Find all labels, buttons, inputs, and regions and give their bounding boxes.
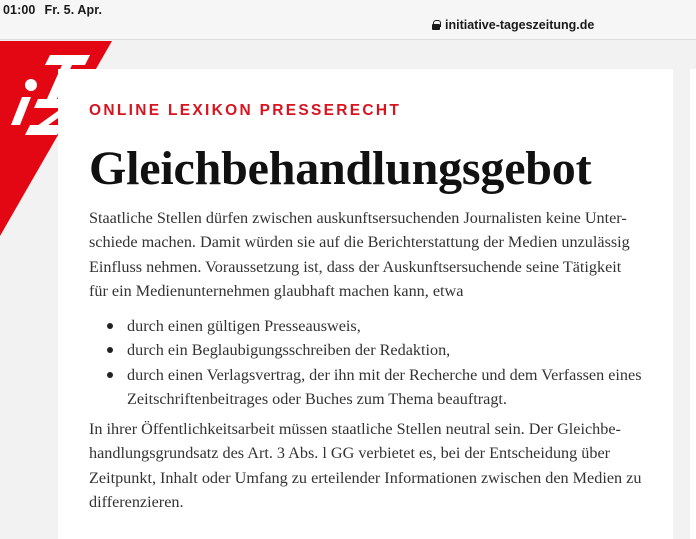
list-item: [105, 314, 650, 338]
lock-icon: [432, 20, 440, 30]
article-title: Gleichbehandlungsgebot: [89, 142, 592, 195]
bullet-list: [105, 314, 650, 411]
status-clock: [3, 3, 111, 17]
text-line: Zeitpunkt, Inhalt oder Umfang zu erteilender Informationen zwischen den Medien zu: [89, 468, 642, 487]
adjacent-card-edge: [690, 69, 696, 539]
web-page: [0, 41, 696, 522]
status-date: Fr. 5. Apr.: [44, 3, 103, 17]
url-text[interactable]: initiative-tageszeitung.de: [445, 18, 595, 32]
address-bar[interactable]: [432, 18, 594, 32]
text-line: Einfluss nehmen. Voraussetzung ist, dass der Auskunftsersuchende seine Tätigkeit: [89, 257, 622, 276]
list-item: [105, 338, 650, 362]
status-time: 01:00: [3, 3, 36, 17]
status-bar: [0, 0, 696, 40]
article-kicker[interactable]: ONLINE LEXIKON PRESSERECHT: [89, 102, 402, 119]
intro-paragraph: [89, 206, 649, 303]
text-line: Staatliche Stellen dürfen zwischen auskunftsersuchenden Journalisten keine Unter-: [89, 209, 627, 227]
text-line: für ein Medienunternehmen glaubhaft machen kann, etwa: [89, 281, 464, 300]
list-item: [105, 363, 650, 412]
text-line: In ihrer Öffentlichkeitsarbeit müssen staatliche Stellen neutral sein. Der Gleichbe-: [89, 420, 621, 438]
text-line: differenzieren.: [89, 492, 184, 511]
article-card: [58, 69, 673, 539]
closing-paragraph: [89, 417, 649, 514]
list-item-text: Zeitschriftenbeitrages oder Buches zum Thema beauftragt.: [127, 389, 507, 408]
text-line: handlungsgrundsatz des Art. 3 Abs. l GG verbietet es, bei der Entscheidung über: [89, 444, 611, 463]
list-item-text: durch einen gültigen Presseausweis,: [127, 317, 361, 335]
text-line: schiede machen. Damit würden sie auf die Berichterstattung der Medien unzulässig: [89, 233, 630, 252]
list-item-text: durch einen Verlagsvertrag, der ihn mit der Recherche und dem Verfassen eines: [127, 365, 642, 384]
list-item-text: durch ein Beglaubigungsschreiben der Redaktion,: [127, 341, 451, 360]
